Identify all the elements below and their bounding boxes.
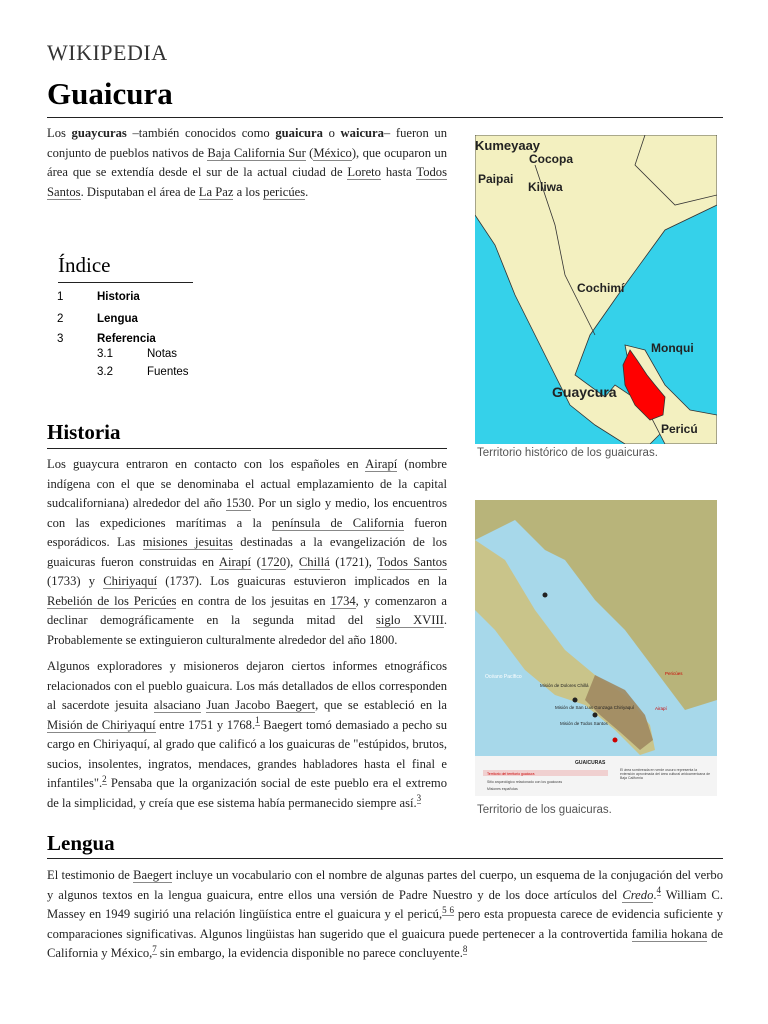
site-marker-4: [613, 738, 618, 743]
wikipedia-wordmark[interactable]: WIKIPEDIA: [47, 40, 168, 65]
link-1530[interactable]: 1530: [225, 496, 252, 510]
heading-historia: Historia: [47, 420, 121, 444]
lengua-divider: [47, 858, 723, 859]
link-siglo-xviii[interactable]: siglo XVIII: [375, 613, 444, 627]
footnote-1[interactable]: 1: [255, 715, 260, 726]
map-territory-relief[interactable]: [475, 500, 717, 796]
label-oceano: Océano Pacífico: [485, 674, 522, 680]
label-monqui: Monqui: [651, 341, 694, 355]
footnote-2[interactable]: 2: [102, 773, 107, 784]
link-familia-hokana[interactable]: familia hokana: [631, 926, 708, 941]
link-misiones-jesuitas[interactable]: misiones jesuitas: [142, 535, 233, 549]
historia-paragraph-2: Algunos exploradores y misioneros dejaron ciertos informes etnográficos relacionados con el pueblo guaicura. Los más detallados de ellos corresponden al sacerdote jesuita alsaciano Juan Jacobo Baegert, que se estableció en la Misión de Chiriyaquí entre 1751 y 1768.$^1$ Baegert tomó demasiado a pecho su cargo en Chiriyaquí, al grado que calificó a los guaicuras de "estúpidos, brutos, sucios, insolentes, ingratos, mendaces, grandes habladores hasta el final e infantiles".$^2$ Pensaba que la organización social de este pueblo era el extremo de la simplicidad, y creía que ese sistema había permanecido siempre así.$^3$: [47, 659, 447, 810]
label-cochimi: Cochimí: [577, 281, 625, 295]
link-alsaciano[interactable]: alsaciano: [153, 698, 201, 712]
legend-title: GUAICURAS: [575, 760, 606, 766]
link-baegert[interactable]: Baegert: [133, 868, 173, 882]
link-rebelion[interactable]: Rebelión de los Pericúes: [47, 593, 177, 608]
footnote-4[interactable]: 4: [656, 885, 662, 896]
link-pericues[interactable]: pericúes: [263, 184, 306, 199]
map-historic-territory[interactable]: [475, 135, 717, 444]
lengua-paragraph: El testimonio de Baegert incluye un vocabulario con el nombre de algunas partes del cuerpo, un esquema de la conjugación del verbo y algunos textos en la lengua guaicura, entre ellos una versión de Padre Nuestro y de los doce artículos del Credo.$^4$ William C. Massey en 1949 sugirió una relación lingüística entre el guaicura y el pericú,$^{5 6}$ pero esta propuesta carece de evidencia suficiente y comparaciones significativas. Algunos lingüistas han sugerido que el guaicura puede pertenecer a la controvertida familia hokana de California y México,$^7$ sin embargo, la evidencia disponible no parece concluyente.$^8$: [47, 868, 724, 960]
label-mision-dolores: Misión de Dolores Chillá: [540, 683, 589, 688]
link-chilla[interactable]: Chillá: [298, 554, 330, 569]
label-kumeyaay: Kumeyaay: [475, 138, 541, 153]
label-paipai: Paipai: [478, 172, 514, 186]
heading-lengua: Lengua: [47, 831, 115, 855]
label-kiliwa: Kiliwa: [528, 180, 563, 194]
label-mision-sanluis: Misión de San Luis Gonzaga Chiriyaquí: [555, 705, 635, 710]
map-relief-svg: [475, 500, 717, 796]
link-mexico[interactable]: México: [313, 145, 352, 160]
toc-divider: [58, 282, 193, 283]
site-marker-3: [593, 713, 598, 718]
link-todos-santos[interactable]: Todos Santos: [47, 165, 447, 199]
link-airapi[interactable]: Airapí: [365, 457, 398, 471]
label-guaycura: Guaycura: [552, 384, 617, 400]
label-pericues: Pericúes: [665, 671, 683, 676]
page-title: Guaicura: [47, 76, 173, 111]
label-mision-tods: Misión de Todos Santos: [560, 721, 608, 726]
link-loreto[interactable]: Loreto: [347, 165, 381, 179]
map2-caption: Territorio de los guaicuras.: [477, 804, 612, 816]
footnote-3[interactable]: 3: [416, 793, 422, 804]
toc-title: Índice: [58, 253, 111, 277]
legend-item-3: Misiones españolas: [487, 787, 518, 791]
intro-paragraph: Los guaycuras –también conocidos como guaicura o waicura– fueron un conjunto de pueblos nativos de Baja California Sur (México), que ocuparon un área que se extendía desde el sur de la actual ciudad de Loreto hasta Todos Santos. Disputaban el área de La Paz a los pericúes.: [47, 126, 448, 199]
legend-item-1: Territorio del territorio guaicura: [487, 772, 535, 776]
label-pericu: Pericú: [661, 422, 698, 436]
historia-paragraph-1: Los guaycura entraron en contacto con los españoles en Airapí (nombre indígena con el que se denominaba el actual emplazamiento de la capital sudcaliforniana) alrededor del año 1530. Por un siglo y medio, los encuentros con las expediciones marítimas a la península de California fueron esporádicos. Las misiones jesuitas destinadas a la evangelización de los guaicuras fueron construidas en Airapí (1720), Chillá (1721), Todos Santos (1733) y Chiriyaquí (1737). Los guaicuras estuvieron implicados en la Rebelión de los Pericúes en contra de los jesuitas en 1734, y comenzaron a declinar demográficamente en la segunda mitad del siglo XVIII. Probablemente se extinguieron culturalmente alrededor del año 1800.: [47, 457, 448, 647]
link-airapi-2[interactable]: Airapí: [218, 554, 252, 569]
site-marker-2: [573, 698, 578, 703]
link-chiriyaqui[interactable]: Chiriyaquí: [103, 574, 158, 588]
link-1720[interactable]: 1720: [260, 554, 286, 569]
site-marker-1: [543, 593, 548, 598]
link-credo[interactable]: Credo: [622, 887, 654, 902]
footnote-8[interactable]: 8: [462, 943, 468, 954]
link-juan-jacobo-baegert[interactable]: Juan Jacobo Baegert: [206, 698, 316, 712]
title-divider: [47, 117, 723, 118]
link-baja-california-sur[interactable]: Baja California Sur: [207, 145, 306, 160]
legend-note: El área sombreada en verde oscuro representa la extensión aproximada del área cultural aridoamericana de Baja California: [620, 768, 711, 780]
footnote-7[interactable]: 7: [152, 943, 157, 954]
label-cocopa: Cocopa: [529, 152, 574, 166]
legend-item-2: Sitio arqueológico relacionado con los guaicuras: [487, 780, 563, 784]
link-la-paz[interactable]: La Paz: [198, 184, 234, 199]
label-airapi: Airapí: [655, 706, 667, 711]
link-mision-chiriyaqui[interactable]: Misión de Chiriyaquí: [47, 717, 156, 732]
link-todos-santos-2[interactable]: Todos Santos: [377, 554, 448, 569]
map1-caption: Territorio histórico de los guaicuras.: [477, 447, 658, 459]
footnote-5-6[interactable]: 5 6: [442, 904, 455, 915]
link-peninsula[interactable]: península de California: [271, 515, 404, 530]
link-1734[interactable]: 1734: [330, 593, 356, 608]
map-historic-svg: [475, 135, 717, 444]
historia-divider: [47, 448, 447, 449]
